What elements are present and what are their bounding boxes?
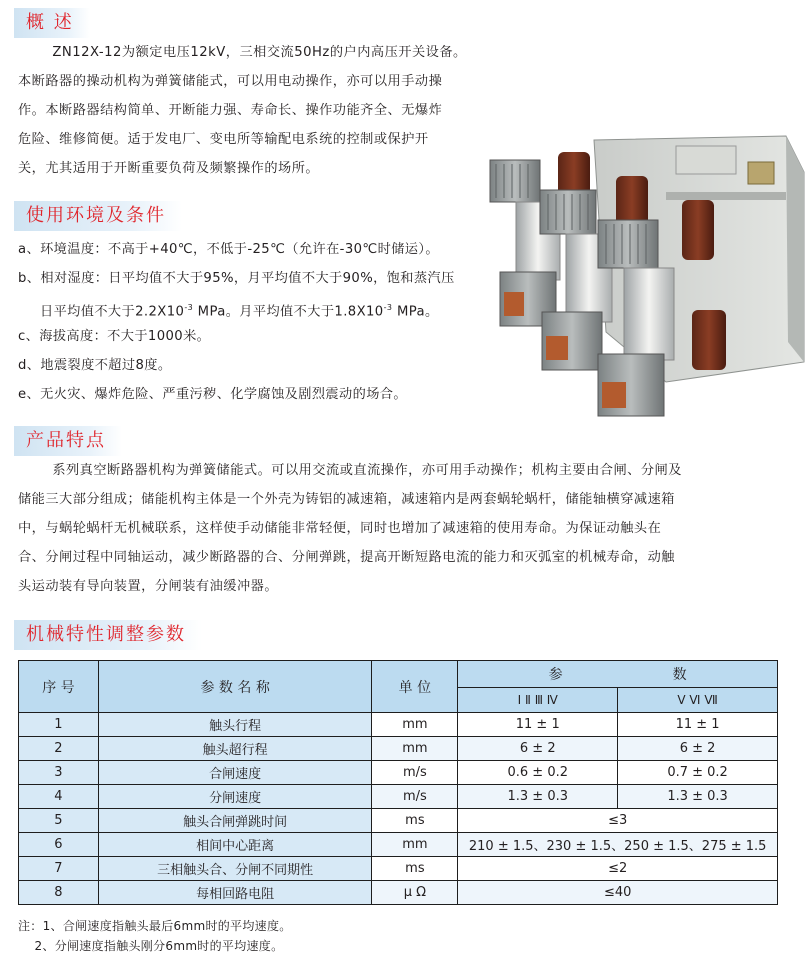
table-row [19, 881, 778, 905]
col-header-group-1: Ⅰ Ⅱ Ⅲ Ⅳ [458, 688, 618, 713]
cell-no: 4 [19, 785, 99, 809]
circuit-breaker-photo [486, 132, 806, 444]
cell-no: 6 [19, 833, 99, 857]
cell-unit: μ Ω [372, 881, 458, 905]
section-heading-features: 产品特点 [14, 426, 122, 456]
features-line: 系列真空断路器机构为弹簧储能式。可以用交流或直流操作，亦可用手动操作；机构主要由合闸、分闸及 [52, 463, 682, 478]
features-line: 储能三大部分组成；储能机构主体是一个外壳为铸铝的减速箱，减速箱内是两套蜗轮蜗杆，储能轴横穿减速箱 [18, 492, 675, 507]
cell-name: 触头行程 [98, 713, 372, 737]
features-line: 中，与蜗轮蜗杆无机械联系，这样使手动储能非常轻便，同时也增加了减速箱的使用寿命。为保证动触头在 [18, 521, 662, 536]
cell-name: 三相触头合、分闸不同期性 [98, 857, 372, 881]
section-heading-overview: 概 述 [14, 8, 90, 38]
cell-value-2: 0.7 ± 0.2 [618, 761, 778, 785]
cell-name: 相间中心距离 [98, 833, 372, 857]
cell-unit: m/s [372, 785, 458, 809]
overview-line: 本断路器的操动机构为弹簧储能式，可以用电动操作，亦可以用手动操 [18, 74, 443, 89]
params-table [18, 660, 778, 905]
cell-unit: mm [372, 833, 458, 857]
col-header-unit: 单 位 [372, 661, 458, 713]
overview-line: 关，尤其适用于开断重要负荷及频繁操作的场所。 [18, 161, 320, 176]
features-line: 合、分闸过程中同轴运动，减少断路器的合、分闸弹跳，提高开断短路电流的能力和灭弧室的机械寿命，动触 [18, 550, 675, 565]
note-1: 注：1、合闸速度指触头最后6mm时的平均速度。 [18, 919, 292, 933]
features-paragraph [18, 456, 790, 601]
cell-no: 2 [19, 737, 99, 761]
cell-value-merged: ≤2 [458, 857, 778, 881]
cell-value-1: 11 ± 1 [458, 713, 618, 737]
cell-no: 1 [19, 713, 99, 737]
cell-unit: mm [372, 737, 458, 761]
cell-value-merged: ≤3 [458, 809, 778, 833]
cell-value-2: 11 ± 1 [618, 713, 778, 737]
humidity-text: MPa。月平均值不大于1.8X10 [193, 304, 384, 320]
env-item-hazard: e、无火灾、爆炸危险、严重污秽、化学腐蚀及剧烈震动的场合。 [18, 387, 407, 402]
table-row [19, 833, 778, 857]
note-2: 2、分闸速度指触头刚分6mm时的平均速度。 [18, 939, 284, 953]
humidity-text: MPa。 [392, 304, 439, 320]
params-header-a: 参 [548, 667, 563, 683]
cell-name: 每相回路电阻 [98, 881, 372, 905]
cell-value-1: 6 ± 2 [458, 737, 618, 761]
cell-no: 7 [19, 857, 99, 881]
col-header-group-2: Ⅴ Ⅵ Ⅶ [618, 688, 778, 713]
cell-unit: ms [372, 809, 458, 833]
cell-no: 3 [19, 761, 99, 785]
table-row [19, 785, 778, 809]
table-row [19, 737, 778, 761]
cell-no: 5 [19, 809, 99, 833]
cell-value-1: 1.3 ± 0.3 [458, 785, 618, 809]
table-row [19, 761, 778, 785]
features-line: 头运动装有导向装置，分闸装有油缓冲器。 [18, 579, 279, 594]
col-header-params [458, 661, 778, 688]
col-header-seq: 序 号 [19, 661, 99, 713]
table-row [19, 809, 778, 833]
cell-name: 合闸速度 [98, 761, 372, 785]
section-heading-params: 机械特性调整参数 [14, 620, 202, 650]
overview-paragraph [18, 38, 488, 183]
cell-value-merged: ≤40 [458, 881, 778, 905]
params-header-b: 数 [672, 667, 687, 683]
table-row [19, 857, 778, 881]
cell-unit: ms [372, 857, 458, 881]
humidity-text: 日平均值不大于2.2X10 [40, 304, 185, 320]
env-item-humidity: b、相对湿度：日平均值不大于95%，月平均值不大于90%，饱和蒸汽压 [18, 271, 455, 286]
env-item-temperature: a、环境温度：不高于+40℃，不低于-25℃（允许在-30℃时储运）。 [18, 242, 439, 257]
env-item-altitude: c、海拔高度：不大于1000米。 [18, 329, 211, 344]
cell-name: 分闸速度 [98, 785, 372, 809]
cell-name: 触头合闸弹跳时间 [98, 809, 372, 833]
cell-value-2: 6 ± 2 [618, 737, 778, 761]
cell-value-merged: 210 ± 1.5、230 ± 1.5、250 ± 1.5、275 ± 1.5 [458, 833, 778, 857]
cell-value-2: 1.3 ± 0.3 [618, 785, 778, 809]
cell-no: 8 [19, 881, 99, 905]
table-row [19, 713, 778, 737]
section-heading-environment: 使用环境及条件 [14, 201, 182, 231]
exponent: -3 [184, 303, 194, 312]
exponent: -3 [383, 303, 393, 312]
col-header-name: 参 数 名 称 [98, 661, 372, 713]
env-item-earthquake: d、地震裂度不超过8度。 [18, 358, 172, 373]
cell-name: 触头超行程 [98, 737, 372, 761]
cell-unit: mm [372, 713, 458, 737]
overview-line: ZN12X-12为额定电压12kV，三相交流50Hz的户内高压开关设备。 [52, 45, 467, 60]
overview-line: 作。本断路器结构简单、开断能力强、寿命长、操作功能齐全、无爆炸 [18, 103, 443, 118]
cell-unit: m/s [372, 761, 458, 785]
cell-value-1: 0.6 ± 0.2 [458, 761, 618, 785]
overview-line: 危险、维修简便。适于发电厂、变电所等输配电系统的控制或保护开 [18, 132, 429, 147]
notes [18, 916, 292, 956]
